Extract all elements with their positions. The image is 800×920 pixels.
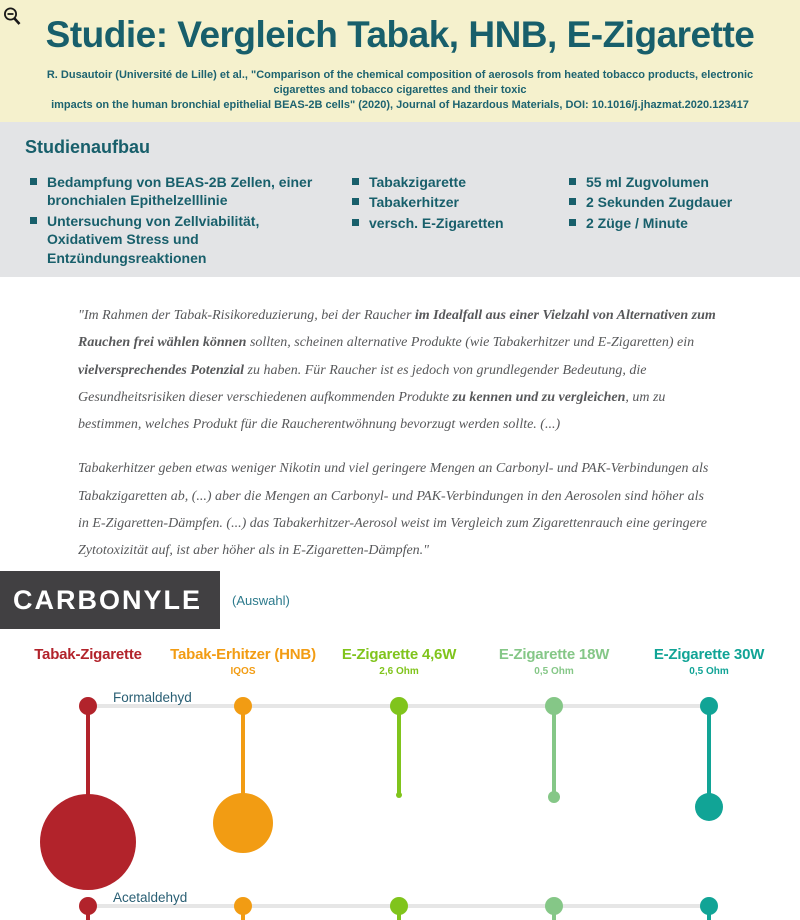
setup-bullet-label: versch. E-Zigaretten	[369, 214, 504, 231]
setup-bullet-label: Untersuchung von Zellviabilität, Oxidativem Stress und Entzündungsreaktionen	[47, 212, 260, 266]
setup-column-2	[352, 173, 569, 269]
setup-bullet-label: Bedampfung von BEAS-2B Zellen, einer bronchialen Epithelzelllinie	[47, 174, 313, 209]
citation-line-1: R. Dusautoir (Université de Lille) et al., "Comparison of the chemical composition of aerosols from heated tobacco products, electronic cigarettes and tobacco cigarettes and their toxic	[46, 68, 754, 96]
setup-heading: Studienaufbau	[25, 137, 150, 157]
setup-columns	[25, 173, 800, 269]
quote-emphasis: vielversprechendes Potenzial	[78, 362, 245, 378]
chart-column-subtitle: 2,6 Ohm	[379, 666, 419, 677]
chart-column-header	[469, 646, 639, 677]
setup-bullet-item	[352, 193, 569, 211]
lollipop-chart-svg	[0, 690, 800, 920]
carbonyle-title-row	[0, 571, 290, 629]
square-bullet-icon	[569, 178, 576, 185]
amount-bubble	[40, 794, 136, 890]
chart-column-title: Tabak-Zigarette	[34, 646, 142, 663]
baseline-dot	[700, 897, 718, 915]
row-label: Formaldehyd	[113, 690, 192, 705]
setup-bullet-item	[569, 214, 799, 232]
section-subtitle-auswahl: (Auswahl)	[232, 592, 290, 608]
square-bullet-icon	[352, 178, 359, 185]
chart-column-header	[3, 646, 173, 666]
amount-bubble	[548, 791, 560, 803]
chart-column-header	[158, 646, 328, 677]
amount-bubble	[396, 792, 402, 798]
masthead	[0, 0, 800, 122]
square-bullet-icon	[30, 217, 37, 224]
setup-bullet-item	[569, 173, 799, 191]
section-title-carbonyle: CARBONYLE	[0, 571, 220, 629]
setup-column-3	[569, 173, 799, 269]
square-bullet-icon	[569, 219, 576, 226]
chart-column-title: E-Zigarette 30W	[653, 646, 765, 663]
quote-text: , um zu bestimmen, welches Produkt für die Raucherentwöhnung bevorzugt werden sollte. (...)	[78, 389, 666, 433]
chart-column-header	[624, 646, 794, 677]
chart-column-title: Tabak-Erhitzer (HNB)	[170, 646, 316, 663]
setup-bullet-label: 2 Sekunden Zugdauer	[586, 194, 733, 211]
citation-line-2: impacts on the human bronchial epithelial BEAS-2B cells" (2020), Journal of Hazardous Materials, DOI: 10.1016/j.jhazmat.2020.123417	[51, 98, 749, 111]
chart-column-subtitle: IQOS	[230, 666, 256, 677]
chart-column-title: E-Zigarette 18W	[498, 646, 610, 663]
study-setup-section	[0, 122, 800, 277]
row-label: Acetaldehyd	[113, 890, 188, 905]
setup-bullet-item	[352, 173, 569, 191]
setup-bullet-label: Tabakerhitzer	[369, 194, 459, 211]
quote-paragraph-2	[78, 455, 716, 564]
page-title: Studie: Vergleich Tabak, HNB, E-Zigarette	[45, 14, 755, 55]
chart-column-title: E-Zigarette 4,6W	[341, 646, 457, 663]
baseline-dot	[234, 697, 252, 715]
quote-section	[0, 277, 800, 565]
quote-emphasis: im Idealfall aus einer Vielzahl von Alternativen zum Rauchen frei wählen können	[78, 308, 716, 351]
setup-bullet-item	[569, 193, 799, 211]
lollipop-stem	[552, 706, 556, 797]
lollipop-stem	[397, 706, 401, 795]
setup-bullet-label: 2 Züge / Minute	[586, 214, 688, 231]
carbonyle-chart	[0, 630, 800, 920]
baseline-dot	[390, 897, 408, 915]
lollipop-stem	[707, 706, 711, 807]
setup-bullet-label: Tabakzigarette	[369, 174, 466, 190]
baseline-dot	[79, 897, 97, 915]
setup-bullet-item	[30, 173, 352, 210]
setup-bullet-label: 55 ml Zugvolumen	[586, 174, 709, 190]
baseline-dot	[234, 897, 252, 915]
quote-emphasis: zu kennen und zu vergleichen	[452, 389, 626, 405]
zoom-out-cursor-icon	[2, 4, 24, 28]
chart-column-subtitle: 0,5 Ohm	[689, 666, 729, 677]
setup-column-1	[30, 173, 352, 269]
baseline-dot	[545, 697, 563, 715]
study-citation	[40, 68, 760, 113]
square-bullet-icon	[569, 198, 576, 205]
quote-paragraph-1	[78, 302, 716, 438]
quote-text: zu haben. Für Raucher ist es jedoch von grundlegender Bedeutung, die Gesundheitsrisiken dieser verschiedenen aufkommenden Produkte	[78, 362, 647, 405]
baseline-dot	[390, 697, 408, 715]
quote-text: sollten, scheinen alternative Produkte (wie Tabakerhitzer und E-Zigaretten) ein	[246, 335, 695, 351]
square-bullet-icon	[30, 178, 37, 185]
quote-text: "Im Rahmen der Tabak-Risikoreduzierung, bei der Raucher	[78, 308, 415, 323]
setup-bullet-item	[352, 214, 569, 232]
square-bullet-icon	[352, 198, 359, 205]
baseline-dot	[545, 897, 563, 915]
setup-bullet-item	[30, 212, 352, 267]
chart-column-header	[314, 646, 484, 677]
quote-text: Tabakerhitzer geben etwas weniger Nikotin und viel geringere Mengen an Carbonyl- und PAK-Verbindungen als Tabakzigaretten ab, (...) aber die Mengen an Carbonyl- und PAK-Verbindungen in den Aerosolen sind höher als in E-Zigaretten-Dämpfen. (...) das Tabakerhitzer-Aerosol weist im Vergleich zum Zigarettenrauch eine geringere Zytotoxizität auf, ist aber höher als in E-Zigaretten-Dämpfen."	[78, 461, 709, 559]
baseline-dot	[700, 697, 718, 715]
baseline-dot	[79, 697, 97, 715]
chart-column-subtitle: 0,5 Ohm	[534, 666, 574, 677]
square-bullet-icon	[352, 219, 359, 226]
amount-bubble	[213, 793, 273, 853]
amount-bubble	[695, 793, 723, 821]
